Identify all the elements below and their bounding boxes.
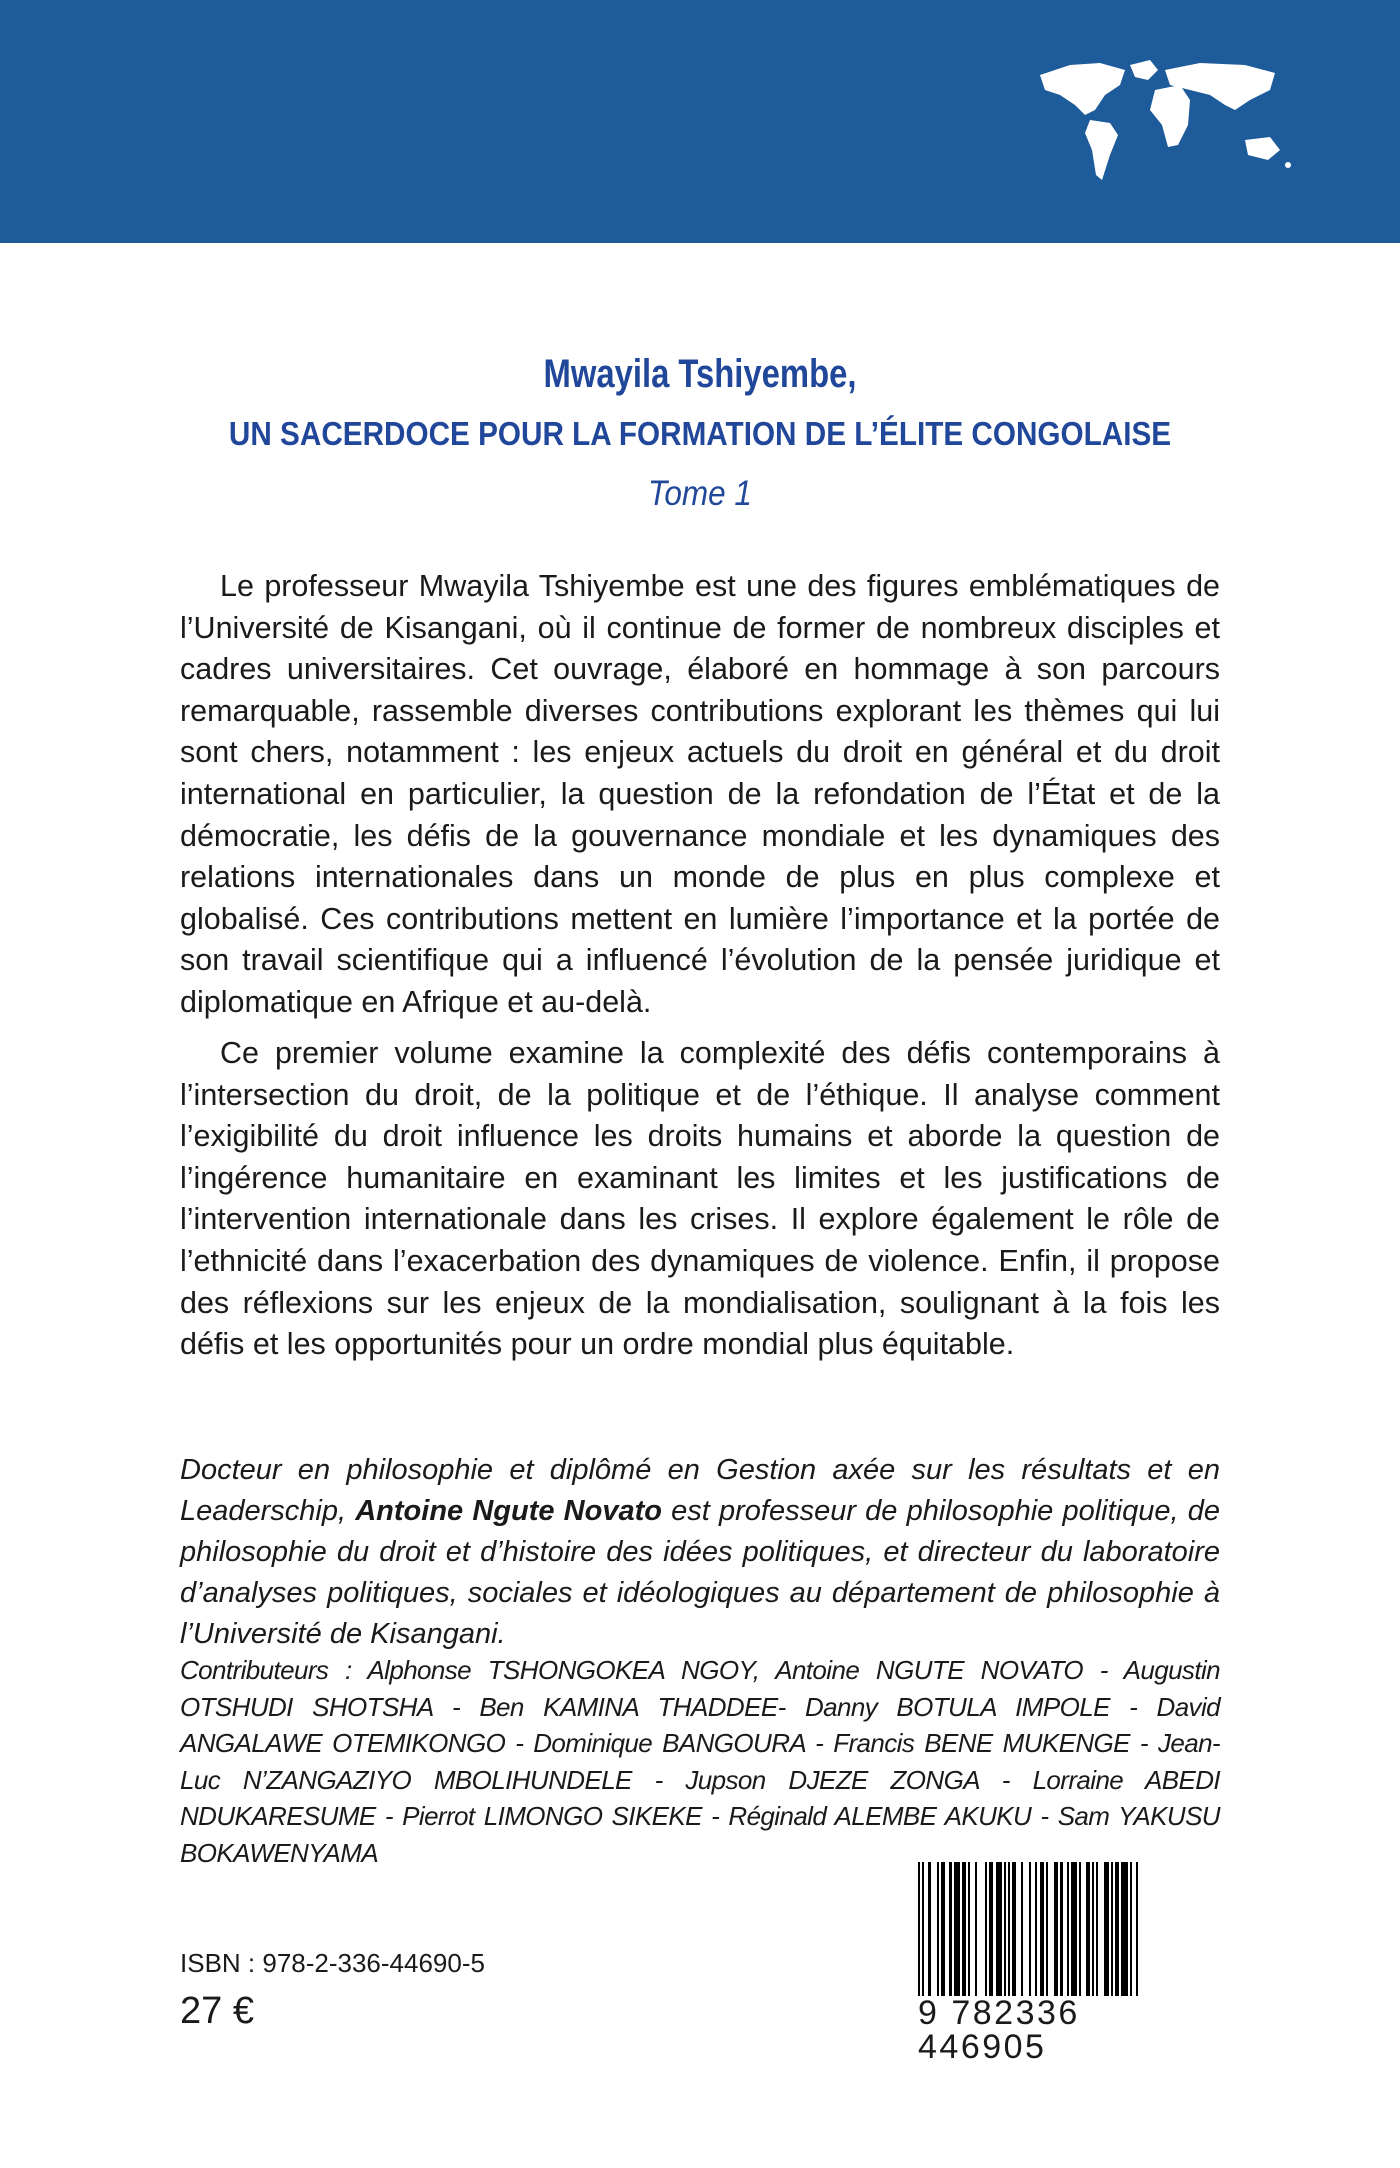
book-title: Mwayila Tshiyembe,	[543, 352, 857, 396]
barcode	[918, 1862, 1218, 2066]
isbn: ISBN : 978-2-336-44690-5	[180, 1948, 485, 1978]
barcode-digits: 9 782336 446905	[918, 1996, 1218, 2064]
bio-text-before: Docteur en philosophie et diplômé en Gestion axée sur les résultats et en Leaderschip,	[180, 1454, 1220, 1527]
summary-paragraph-1: Le professeur Mwayila Tshiyembe est une des figures emblématiques de l’Université de Kisangani, où il continue de former de nombreux disciples et cadres universitaires. Cet ouvrage, élaboré en hommage à son parcours remarquable, rassemble diverses contributions explorant les thèmes qui lui sont chers, notamment : les enjeux actuels du droit en général et du droit international en particulier, la question de la refondation de l’État et de la démocratie, les défis de la gouvernance mondiale et les dynamiques des relations internationales dans un monde de plus en plus complexe et globalisé. Ces contributions mettent en lumière l’importance et la portée de son travail scientifique qui a influencé l’évolution de la pensée juridique et diplomatique en Afrique et au-delà.	[180, 569, 1220, 1019]
barcode-bar	[977, 1862, 985, 2002]
price: 27 €	[180, 1990, 254, 2032]
barcode-bar	[1138, 1862, 1140, 2002]
world-map-icon	[1030, 55, 1300, 195]
barcode-bars	[918, 1862, 1218, 2002]
header-band	[0, 0, 1400, 243]
contributors-list: Contributeurs : Alphonse TSHONGOKEA NGOY, Antoine NGUTE NOVATO - Augustin OTSHUDI SHOTSHA - Ben KAMINA THADDEE- Danny BOTULA IMPOLE - David ANGALAWE OTEMIKONGO - Dominique BANGOURA - Francis BENE MUKENGE - Jean-Luc N’ZANGAZIYO MBOLIHUNDELE - Jupson DJEZE ZONGA - Lorraine ABEDI NDUKARESUME - Pierrot LIMONGO SIKEKE - Réginald ALEMBE AKUKU - Sam YAKUSU BOKAWENYAMA	[180, 1655, 1220, 1868]
volume-label: Tome 1	[648, 474, 752, 513]
bio-text-after: est professeur de philosophie politique, de philosophie du droit et d’histoire des idées politiques, et directeur du laboratoire d’analyses politiques, sociales et idéologiques au département de philosophie à l’Université de Kisangani.	[180, 1495, 1220, 1650]
author-bio	[180, 1450, 1220, 1655]
author-name: Antoine Ngute Novato	[355, 1495, 662, 1527]
book-subtitle: UN SACERDOCE POUR LA FORMATION DE L’ÉLITE CONGOLAISE	[228, 415, 1172, 452]
summary-paragraph-2: Ce premier volume examine la complexité des défis contemporains à l’intersection du droit, de la politique et de l’éthique. Il analyse comment l’exigibilité du droit influence les droits humains et aborde la question de l’ingérence humanitaire en examinant les limites et les justifications de l’intervention internationale dans les crises. Il explore également le rôle de l’ethnicité dans l’exacerbation des dynamiques de violence. Enfin, il propose des réflexions sur les enjeux de la mondialisation, soulignant à la fois les défis et les opportunités pour un ordre mondial plus équitable.	[180, 1036, 1220, 1362]
